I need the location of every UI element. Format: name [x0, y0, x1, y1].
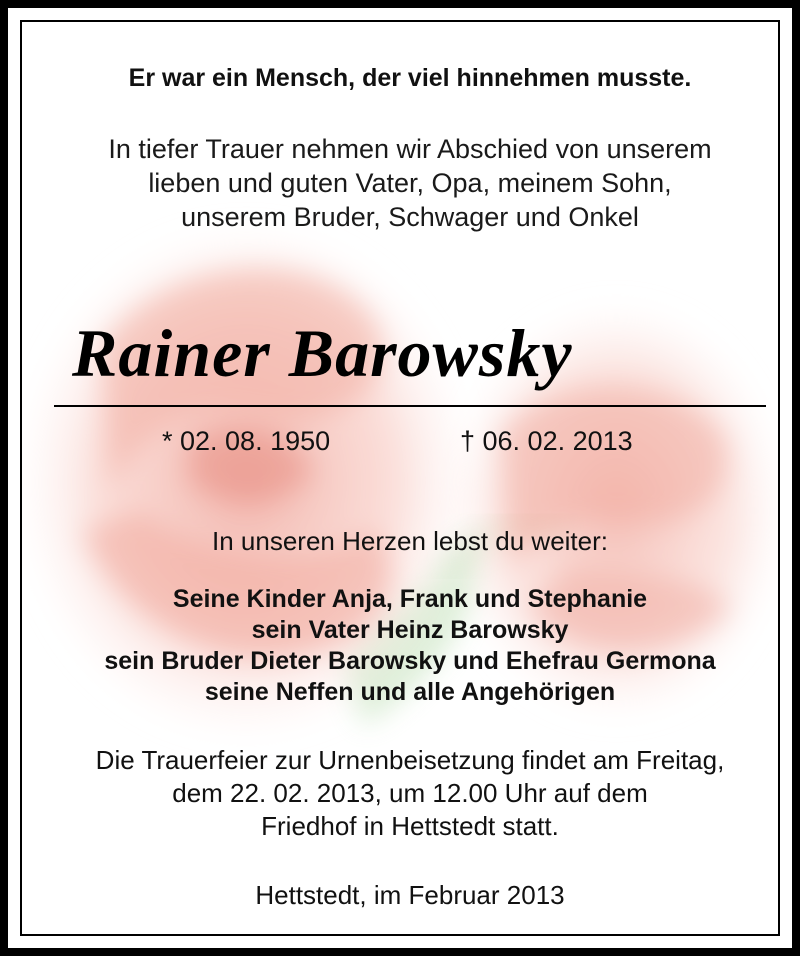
family-line: sein Vater Heinz Barowsky: [251, 616, 569, 644]
intro-line: lieben und guten Vater, Opa, meinem Sohn,: [148, 168, 672, 198]
family-line: Seine Kinder Anja, Frank und Stephanie: [172, 585, 648, 613]
intro-text: [22, 132, 780, 234]
remembrance-line: In unseren Herzen lebst du weiter:: [212, 526, 608, 556]
family-list: [22, 584, 780, 708]
death-date: † 06. 02. 2013: [460, 426, 633, 456]
family-line: sein Bruder Dieter Barowsky und Ehefrau Germona: [104, 647, 716, 675]
obituary-card: [20, 20, 780, 936]
deceased-name: Rainer Barowsky: [72, 315, 573, 391]
intro-line: unserem Bruder, Schwager und Onkel: [181, 202, 639, 232]
place-and-date: Hettstedt, im Februar 2013: [255, 880, 565, 910]
service-line: Friedhof in Hettstedt statt.: [261, 811, 559, 841]
service-line: dem 22. 02. 2013, um 12.00 Uhr auf dem: [172, 778, 648, 808]
motto: Er war ein Mensch, der viel hinnehmen musste.: [128, 64, 692, 92]
intro-line: In tiefer Trauer nehmen wir Abschied von unserem: [108, 134, 712, 164]
divider-line: [54, 405, 766, 407]
funeral-service-info: [22, 744, 780, 843]
birth-date: * 02. 08. 1950: [162, 426, 331, 456]
family-line: seine Neffen und alle Angehörigen: [204, 678, 616, 706]
service-line: Die Trauerfeier zur Urnenbeisetzung findet am Freitag,: [95, 745, 725, 775]
